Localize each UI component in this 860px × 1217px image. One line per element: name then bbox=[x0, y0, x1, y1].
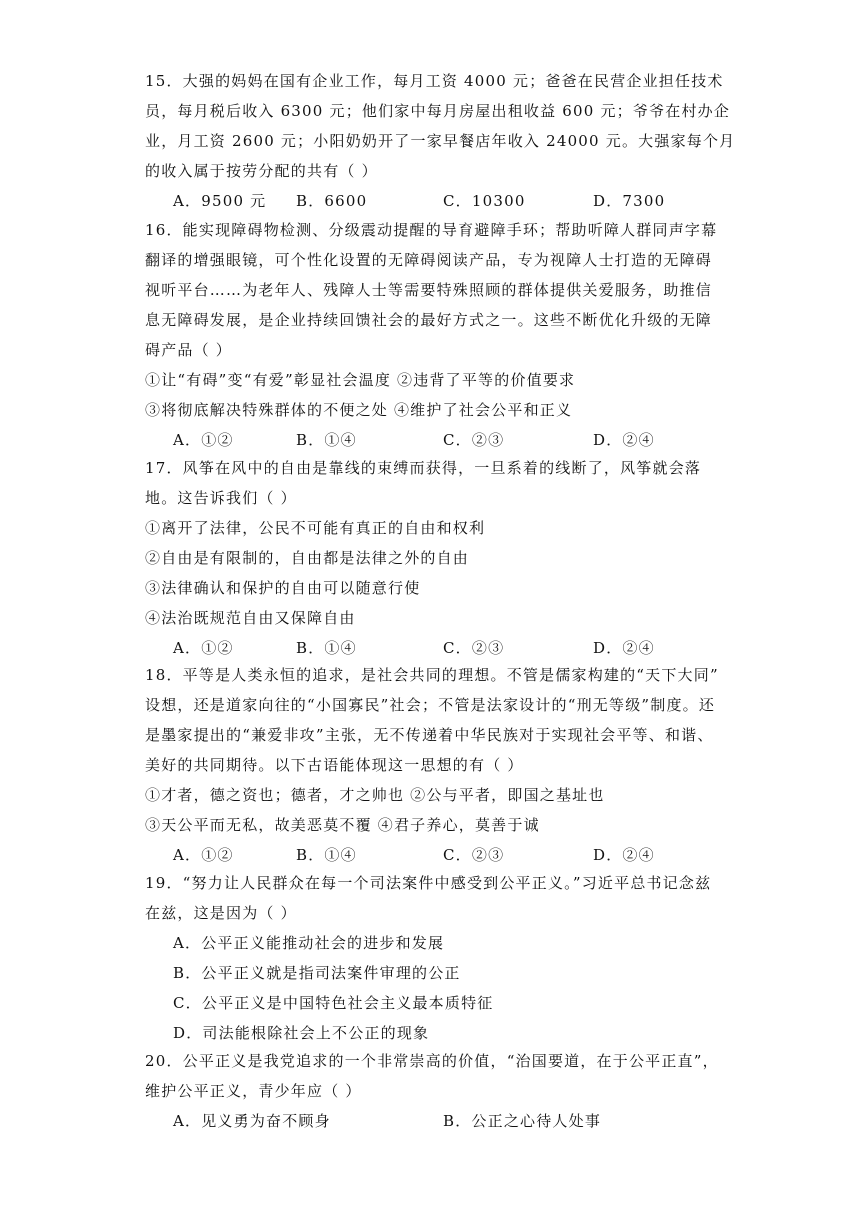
question-text-line: 设想，还是道家向往的“小国寡民”社会；不管是法家设计的“刑无等级”制度。还 bbox=[145, 696, 716, 714]
question-text-line: 16．能实现障碍物检测、分级震动提醒的导育避障手环；帮助听障人群同声字幕 bbox=[145, 221, 718, 239]
question-text-line: 维护公平正义，青少年应（ ） bbox=[145, 1082, 362, 1100]
option-c: C．公平正义是中国特色社会主义最本质特征 bbox=[173, 994, 494, 1012]
question-16 bbox=[145, 215, 725, 455]
options-row bbox=[145, 1106, 725, 1136]
option-b: B．6600 bbox=[296, 192, 368, 210]
option-a: A．9500 元 bbox=[173, 192, 267, 210]
option-d: D．②④ bbox=[593, 431, 655, 449]
question-17 bbox=[145, 453, 725, 663]
question-text-line: 地。这告诉我们（ ） bbox=[145, 489, 297, 507]
statement-line: ①让“有碍”变“有爱”彰显社会温度 ②违背了平等的价值要求 bbox=[145, 371, 576, 389]
statement-line: ③法律确认和保护的自由可以随意行使 bbox=[145, 579, 421, 597]
question-18 bbox=[145, 660, 725, 870]
question-text-line: 17．风筝在风中的自由是靠线的束缚而获得，一旦系着的线断了，风筝就会落 bbox=[145, 459, 702, 477]
statement-line: ④法治既规范自由又保障自由 bbox=[145, 609, 356, 627]
question-text-line: 15．大强的妈妈在国有企业工作，每月工资 4000 元；爸爸在民营企业担任技术 bbox=[145, 72, 724, 90]
question-text-line: 息无障碍发展，是企业持续回馈社会的最好方式之一。这些不断优化升级的无障 bbox=[145, 311, 713, 329]
option-a: A．①② bbox=[173, 431, 234, 449]
question-text-line: 美好的共同期待。以下古语能体现这一思想的有（ ） bbox=[145, 756, 524, 774]
option-b: B．公正之心待人处事 bbox=[443, 1112, 602, 1130]
question-text-line: 碍产品（ ） bbox=[145, 341, 232, 359]
question-text-line: 在兹，这是因为（ ） bbox=[145, 904, 297, 922]
question-20 bbox=[145, 1046, 725, 1136]
option-d: D．②④ bbox=[593, 846, 655, 864]
question-text-line: 的收入属于按劳分配的共有（ ） bbox=[145, 162, 378, 180]
statement-line: ③天公平而无私，故美恶莫不覆 ④君子养心，莫善于诚 bbox=[145, 816, 540, 834]
option-a: A．见义勇为奋不顾身 bbox=[173, 1112, 331, 1130]
options-row bbox=[145, 840, 725, 870]
question-text-line: 是墨家提出的“兼爱非攻”主张，无不传递着中华民族对于实现社会平等、和谐、 bbox=[145, 726, 714, 744]
options-row bbox=[145, 425, 725, 455]
question-text-line: 视听平台……为老年人、残障人士等需要特殊照顾的群体提供关爱服务，助推信 bbox=[145, 281, 713, 299]
question-text-line: 18．平等是人类永恒的追求，是社会共同的理想。不管是儒家构建的“天下大同” bbox=[145, 666, 719, 684]
option-d: D．7300 bbox=[593, 192, 666, 210]
question-text-line: 20．公平正义是我党追求的一个非常崇高的价值，“治国要道，在于公平正直”， bbox=[145, 1052, 719, 1070]
statement-line: ②自由是有限制的，自由都是法律之外的自由 bbox=[145, 549, 470, 567]
options-row bbox=[145, 633, 725, 663]
option-b: B．公平正义就是指司法案件审理的公正 bbox=[173, 964, 461, 982]
question-text-line: 业，月工资 2600 元；小阳奶奶开了一家早餐店年收入 24000 元。大强家每个月 bbox=[145, 132, 736, 150]
option-c: C．10300 bbox=[443, 192, 526, 210]
question-15 bbox=[145, 66, 736, 216]
option-c: C．②③ bbox=[443, 846, 505, 864]
option-a: A．①② bbox=[173, 639, 234, 657]
question-text-line: 19．“努力让人民群众在每一个司法案件中感受到公平正义。”习近平总书记念兹 bbox=[145, 874, 712, 892]
option-c: C．②③ bbox=[443, 431, 505, 449]
option-c: C．②③ bbox=[443, 639, 505, 657]
question-text-line: 翻译的增强眼镜，可个性化设置的无障碍阅读产品，专为视障人士打造的无障碍 bbox=[145, 251, 713, 269]
option-d: D．司法能根除社会上不公正的现象 bbox=[173, 1024, 430, 1042]
option-b: B．①④ bbox=[296, 431, 357, 449]
option-a: A．①② bbox=[173, 846, 234, 864]
option-b: B．①④ bbox=[296, 639, 357, 657]
question-19 bbox=[145, 868, 725, 1048]
question-text-line: 员，每月税后收入 6300 元；他们家中每月房屋出租收益 600 元；爷爷在村办企 bbox=[145, 102, 731, 120]
option-d: D．②④ bbox=[593, 639, 655, 657]
statement-line: ①离开了法律，公民不可能有真正的自由和权利 bbox=[145, 519, 486, 537]
option-b: B．①④ bbox=[296, 846, 357, 864]
option-a: A．公平正义能推动社会的进步和发展 bbox=[173, 934, 445, 952]
statement-line: ③将彻底解决特殊群体的不便之处 ④维护了社会公平和正义 bbox=[145, 401, 573, 419]
statement-line: ①才者，德之资也；德者，才之帅也 ②公与平者，即国之基址也 bbox=[145, 786, 605, 804]
options-row bbox=[145, 186, 725, 216]
